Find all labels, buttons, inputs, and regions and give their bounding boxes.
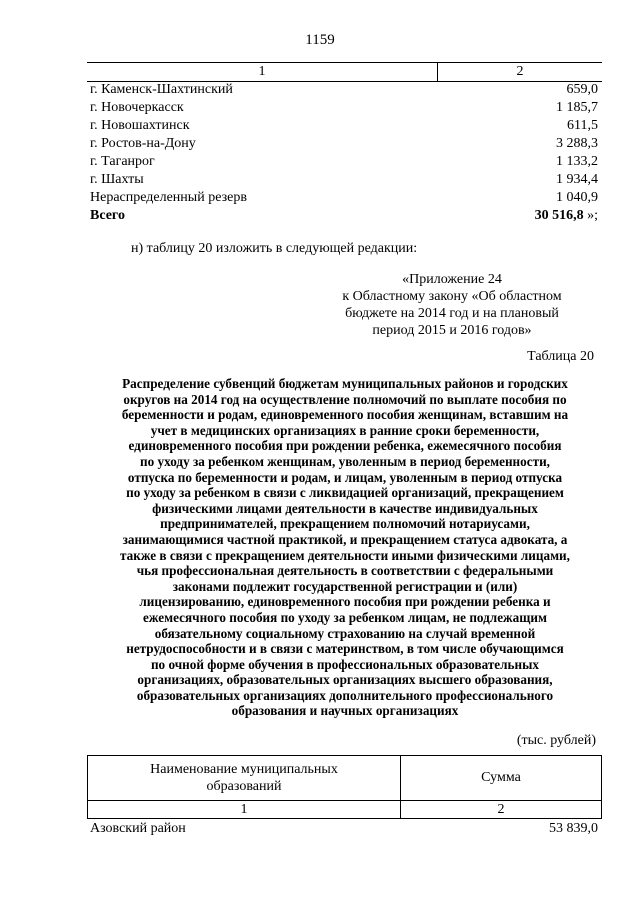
units-label: (тыс. рублей): [516, 733, 596, 748]
table-row: [90, 117, 598, 135]
row-value: 53 839,0: [549, 821, 598, 836]
title-line: образовательных организациях дополнительного профессионального: [136, 687, 554, 703]
instruction-text: н) таблицу 20 изложить в следующей редакции:: [131, 241, 418, 256]
row-value: 3 288,3: [556, 136, 598, 151]
total-suffix: »;: [583, 208, 598, 223]
title-line: отпуска по беременности и родам, и лицам, уволенным в период отпуска: [127, 469, 563, 485]
table2-col1-number: 1: [88, 801, 401, 819]
title-line: нетрудоспособности и в связи с материнством, в том числе обучающимся: [126, 641, 564, 657]
table1-col2-number: 2: [516, 64, 524, 79]
title-line: физическими лицами деятельности в качестве индивидуальных: [152, 500, 538, 516]
header-line: образований: [206, 779, 282, 794]
table2-header-row: [88, 756, 602, 801]
title-line: законами подлежит государственной регистрации и (или): [172, 578, 518, 594]
table-row: [90, 820, 598, 838]
title-line: лицензированию, единовременного пособия при рождении ребенка и: [139, 594, 551, 610]
row-value: 1 133,2: [556, 154, 598, 169]
total-value-cell: [535, 207, 598, 225]
document-title: [82, 376, 608, 719]
table1-body: [90, 81, 598, 225]
title-line: по уходу за ребенком в связи с ликвидацией организаций, прекращением: [126, 485, 564, 501]
header-sum: Сумма: [401, 756, 602, 801]
total-value: 30 516,8: [534, 208, 584, 223]
table2-col2-number: 2: [401, 801, 602, 819]
page-number: 1159: [305, 32, 335, 48]
title-line: чья профессиональная деятельность в соответствии с федеральными: [136, 563, 554, 579]
total-row: [90, 207, 598, 225]
appendix-line: бюджете на 2014 год и на плановый: [345, 306, 559, 321]
appendix-block: [318, 271, 586, 339]
title-line: занимающимися частной практикой, и прекращением статуса адвоката, а: [122, 531, 568, 547]
title-line: обязательному социальному страхованию на случай временной: [154, 625, 536, 641]
title-line: также в связи с прекращением деятельности иными физическими лицами,: [120, 547, 570, 563]
row-value: 1 185,7: [556, 100, 598, 115]
table1-col1-number: 1: [87, 63, 438, 81]
title-line: предпринимателей, прекращением полномочий нотариусами,: [160, 516, 530, 532]
table-row: [90, 189, 598, 207]
table-row: [90, 153, 598, 171]
title-line: ежемесячного пособия по уходу за ребенком лицам, не подлежащим: [143, 609, 547, 625]
appendix-line: «Приложение 24: [402, 272, 502, 287]
row-name: Азовский район: [90, 821, 186, 836]
header-line: Наименование муниципальных: [150, 762, 338, 777]
title-line: Распределение субвенций бюджетам муниципальных районов и городских: [122, 376, 568, 391]
row-name: г. Каменск-Шахтинский: [90, 82, 233, 97]
row-value: 1 934,4: [556, 172, 598, 187]
row-value: 659,0: [566, 82, 598, 97]
row-name: г. Новочеркасск: [90, 100, 184, 115]
table2: [87, 755, 602, 819]
title-line: учет в медицинских организациях в ранние сроки беременности,: [150, 422, 540, 438]
title-line: по уходу за ребенком женщинам, уволенным в период беременности,: [140, 453, 550, 469]
title-line: округов на 2014 год на осуществление полномочий по выплате пособия по: [123, 391, 567, 407]
title-line: образования и научных организациях: [231, 703, 459, 719]
title-line: беременности и родам, единовременного пособия женщинам, вставшим на: [121, 407, 569, 423]
title-line: организациях, образовательных организациях высшего образования,: [137, 672, 553, 688]
row-name: г. Новошахтинск: [90, 118, 190, 133]
header-municipality: [88, 756, 401, 801]
title-line: единовременного пособия при рождении ребенка, ежемесячного пособия: [128, 438, 562, 454]
table-row: [90, 171, 598, 189]
row-value: 611,5: [567, 118, 598, 133]
row-name: г. Ростов-на-Дону: [90, 136, 196, 151]
row-name: г. Таганрог: [90, 154, 155, 169]
table2-number-row: [88, 801, 602, 819]
table-row: [90, 99, 598, 117]
table-row: [90, 81, 598, 99]
title-line: по очной форме обучения в профессиональных образовательных: [150, 656, 540, 672]
row-value: 1 040,9: [556, 190, 598, 205]
row-name: г. Шахты: [90, 172, 144, 187]
row-name: Нераспределенный резерв: [90, 190, 247, 205]
table1-header: [87, 62, 602, 82]
appendix-line: к Областному закону «Об областном: [342, 289, 562, 304]
total-label: Всего: [90, 208, 125, 223]
table-row: [90, 135, 598, 153]
appendix-line: период 2015 и 2016 годов»: [372, 323, 532, 338]
table-label: Таблица 20: [527, 349, 594, 364]
